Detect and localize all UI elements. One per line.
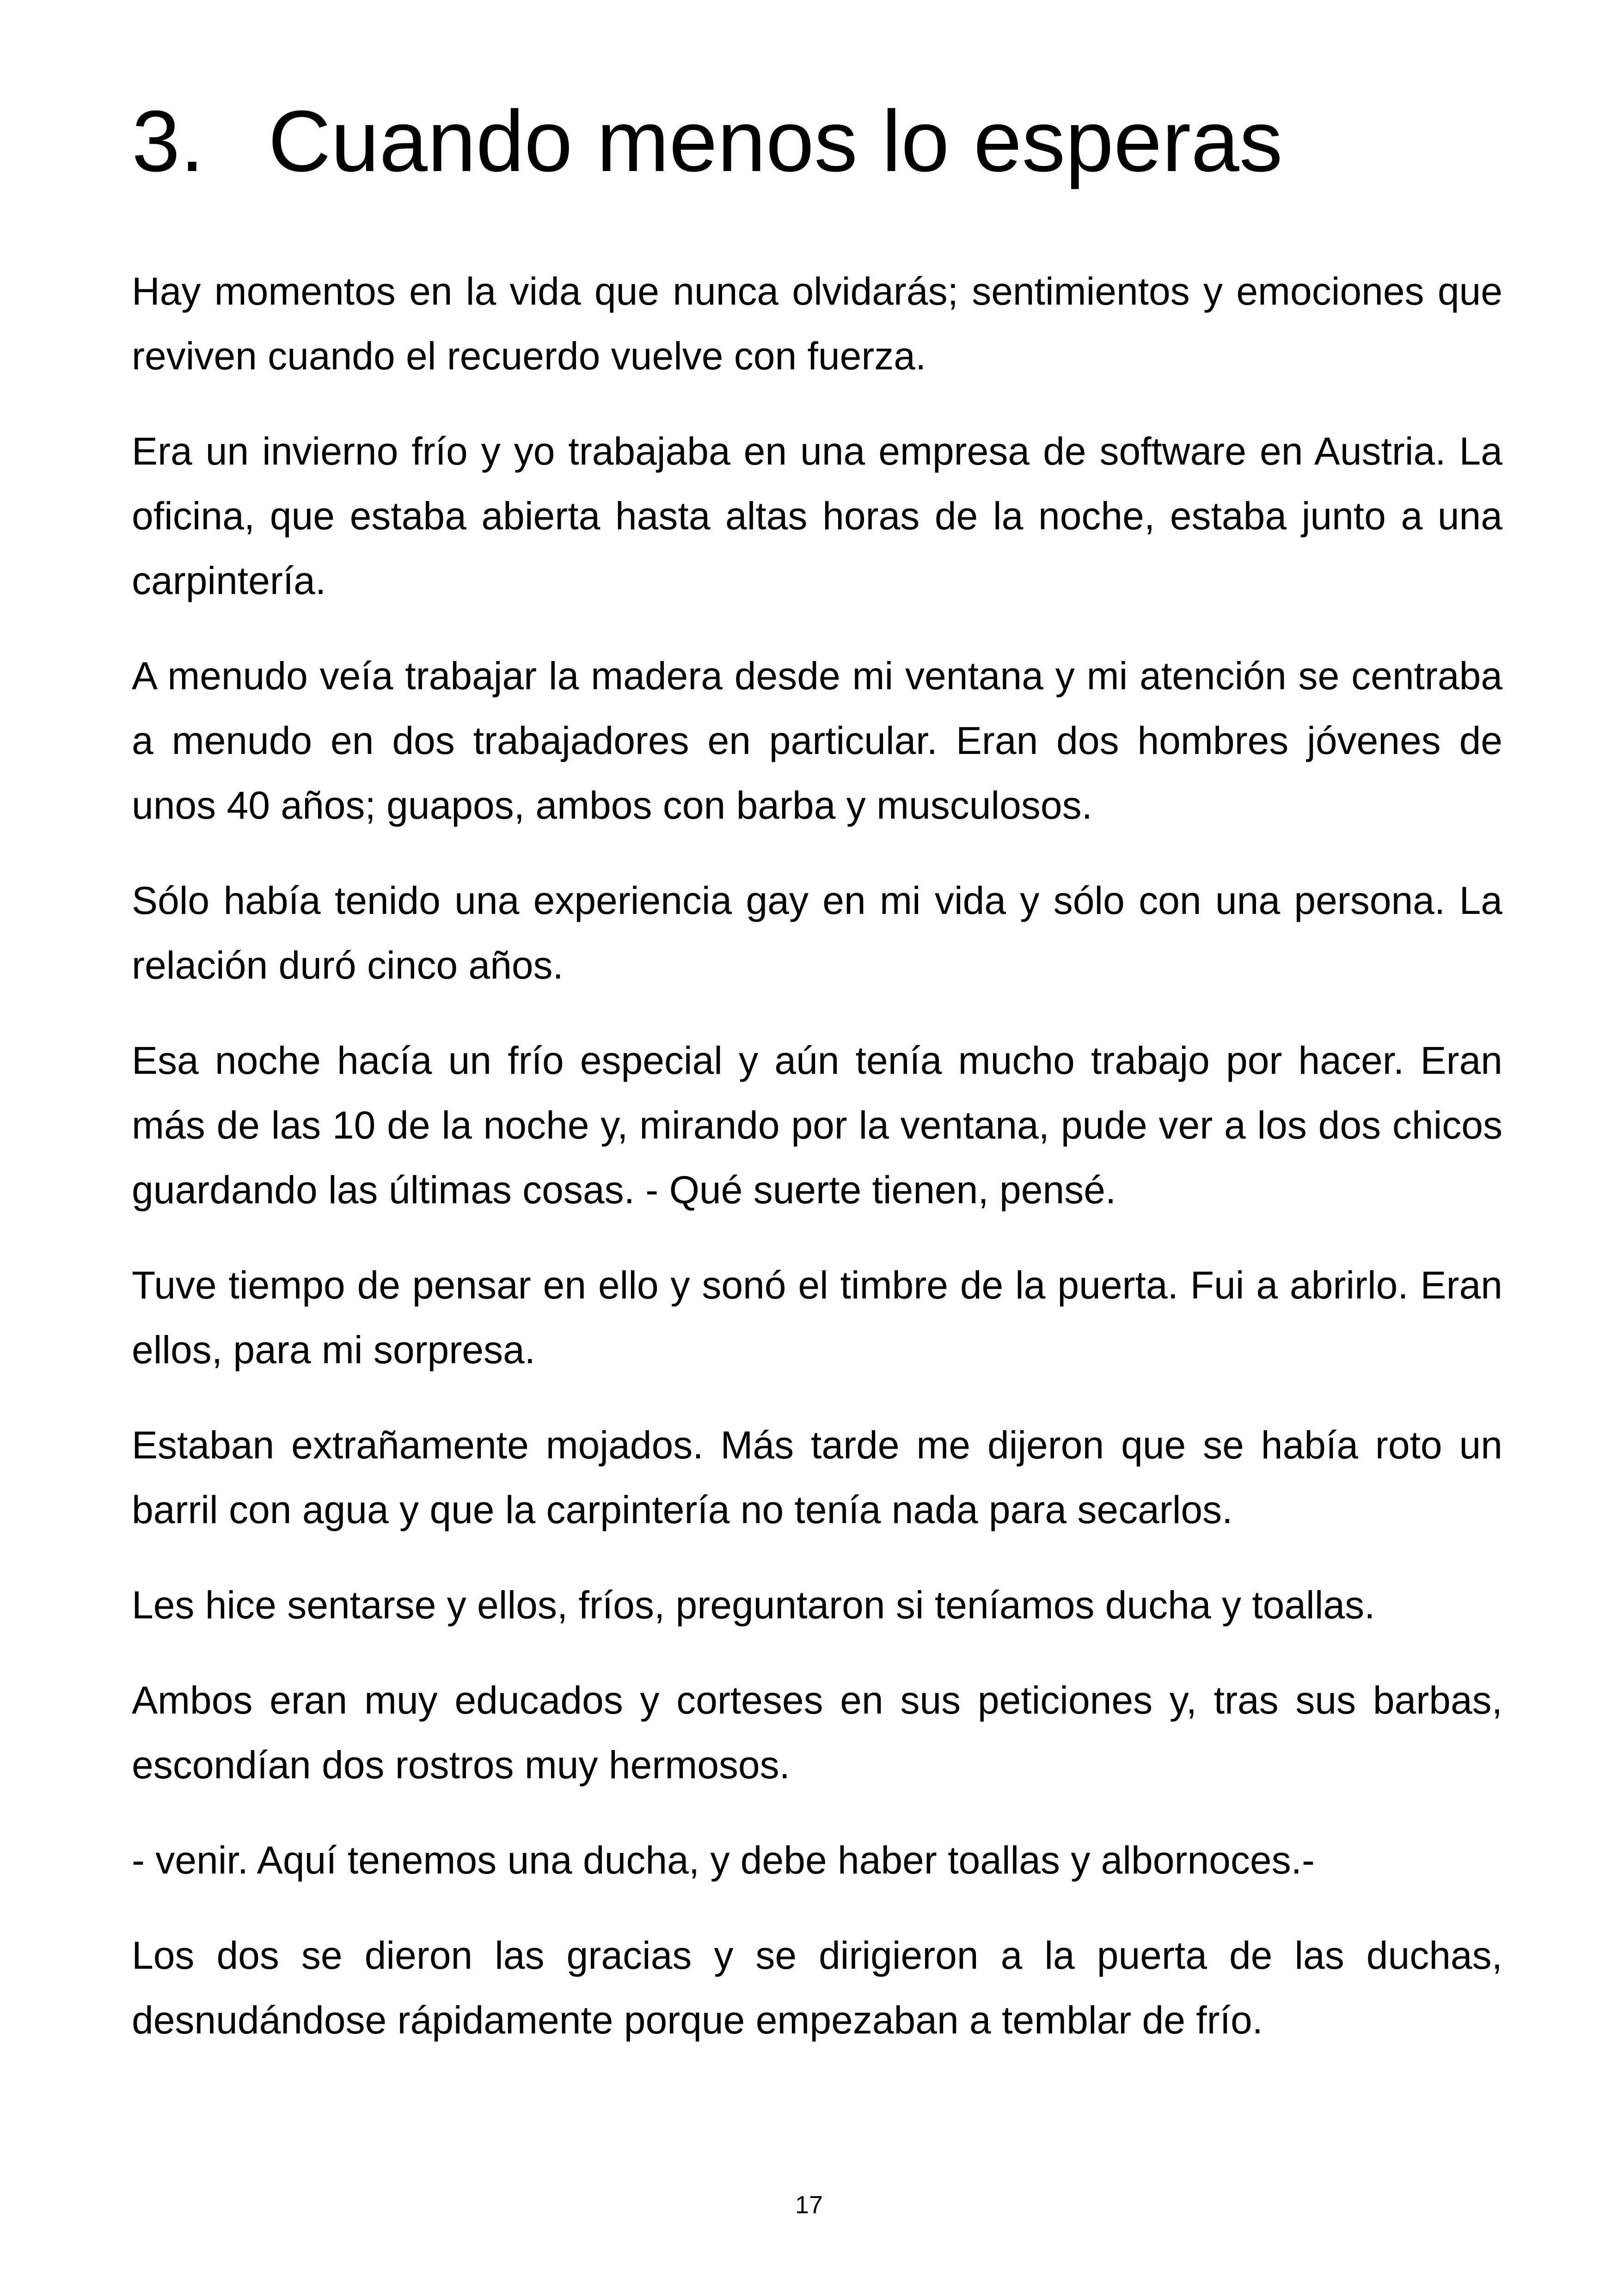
page-number: 17 xyxy=(795,2191,823,2219)
chapter-heading xyxy=(132,81,1519,201)
paragraph: Les hice sentarse y ellos, fríos, preguntaron si teníamos ducha y toallas. xyxy=(132,1583,1375,1627)
paragraph: Era un invierno frío y yo trabajaba en una empresa de software en Austria. La oficina, que estaba abierta hasta altas horas de la noche, estaba junto a una carpintería. xyxy=(132,429,1502,602)
paragraph: - venir. Aquí tenemos una ducha, y debe haber toallas y albornoces.- xyxy=(132,1838,1315,1882)
chapter-body xyxy=(132,259,1502,2083)
chapter-title: Cuando menos lo esperas xyxy=(268,92,1283,190)
chapter-number: 3. xyxy=(132,92,204,190)
paragraph: Hay momentos en la vida que nunca olvidarás; sentimientos y emociones que reviven cuando el recuerdo vuelve con fuerza. xyxy=(132,269,1502,378)
paragraph: Los dos se dieron las gracias y se dirigieron a la puerta de las duchas, desnudándose rápidamente porque empezaban a temblar de frío. xyxy=(132,1934,1502,2042)
paragraph: Tuve tiempo de pensar en ello y sonó el timbre de la puerta. Fui a abrirlo. Eran ellos, para mi sorpresa. xyxy=(132,1263,1502,1371)
paragraph: A menudo veía trabajar la madera desde mi ventana y mi atención se centraba a menudo en dos trabajadores en particular. Eran dos hombres jóvenes de unos 40 años; guapos, ambos con barba y musculosos. xyxy=(132,654,1502,827)
paragraph: Sólo había tenido una experiencia gay en mi vida y sólo con una persona. La relación duró cinco años. xyxy=(132,879,1502,987)
paragraph: Esa noche hacía un frío especial y aún tenía mucho trabajo por hacer. Eran más de las 10 de la noche y, mirando por la ventana, pude ver a los dos chicos guardando las últimas cosas. - Qué suerte tienen, pensé. xyxy=(132,1039,1502,1212)
paragraph: Ambos eran muy educados y corteses en sus peticiones y, tras sus barbas, escondían dos rostros muy hermosos. xyxy=(132,1678,1502,1787)
paragraph: Estaban extrañamente mojados. Más tarde me dijeron que se había roto un barril con agua y que la carpintería no tenía nada para secarlos. xyxy=(132,1423,1502,1531)
